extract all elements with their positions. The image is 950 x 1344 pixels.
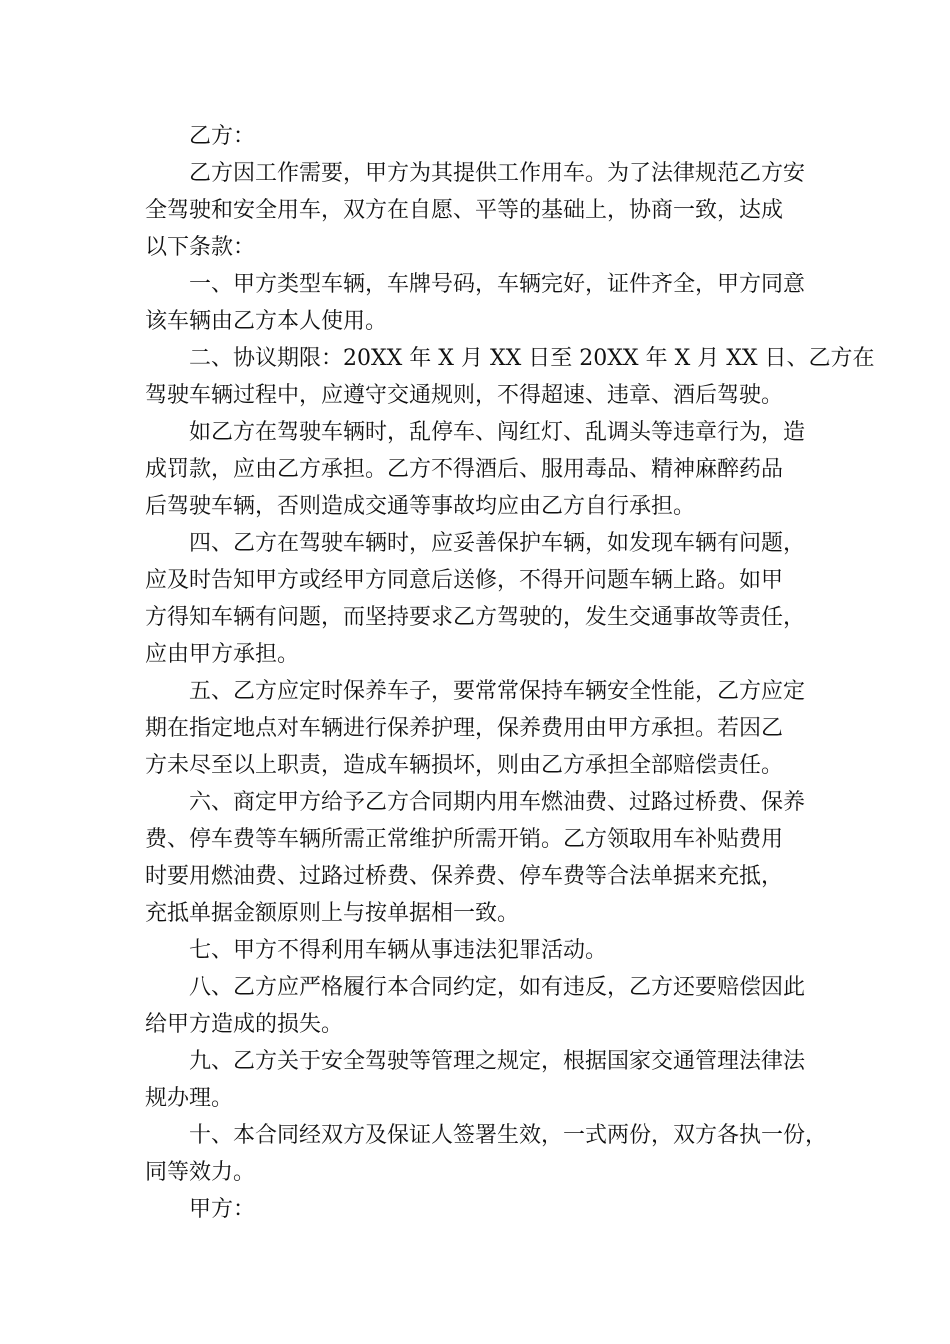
text-line: 充抵单据金额原则上与按单据相一致。	[145, 901, 520, 926]
party-b-label	[145, 118, 815, 155]
text-line: 甲方：	[189, 1197, 256, 1222]
text-line: 一、甲方类型车辆，车牌号码，车辆完好，证件齐全，甲方同意	[189, 272, 806, 297]
text-line: 乙方因工作需要，甲方为其提供工作用车。为了法律规范乙方安	[189, 161, 806, 186]
text-line: 五、乙方应定时保养车子，要常常保持车辆安全性能，乙方应定	[189, 679, 806, 704]
party-a-label	[145, 1191, 815, 1228]
text-line: 乙方：	[189, 124, 256, 149]
preamble-paragraph	[145, 155, 815, 266]
clause-9	[145, 1043, 815, 1117]
text-line: 四、乙方在驾驶车辆时，应妥善保护车辆，如发现车辆有问题，	[189, 531, 806, 556]
text-line: 规办理。	[145, 1086, 234, 1111]
text-line: 方得知车辆有问题，而坚持要求乙方驾驶的，发生交通事故等责任，	[145, 605, 806, 630]
text-line: 六、商定甲方给予乙方合同期内用车燃油费、过路过桥费、保养	[189, 790, 806, 815]
clause-2	[145, 340, 875, 414]
clause-10	[145, 1117, 828, 1191]
text-line: 费、停车费等车辆所需正常维护所需开销。乙方领取用车补贴费用	[145, 827, 784, 852]
text-line: 同等效力。	[145, 1160, 256, 1185]
text-line: 应由甲方承担。	[145, 642, 300, 667]
text-line: 八、乙方应严格履行本合同约定，如有违反，乙方还要赔偿因此	[189, 975, 806, 1000]
text-line: 成罚款，应由乙方承担。乙方不得酒后、服用毒品、精神麻醉药品	[145, 457, 784, 482]
text-line: 时要用燃油费、过路过桥费、保养费、停车费等合法单据来充抵，	[145, 864, 784, 889]
clause-4	[145, 525, 815, 673]
text-line: 该车辆由乙方本人使用。	[145, 309, 388, 334]
text-line: 方未尽至以上职责，造成车辆损坏，则由乙方承担全部赔偿责任。	[145, 753, 784, 778]
text-line: 驾驶车辆过程中，应遵守交通规则，不得超速、违章、酒后驾驶。	[145, 383, 784, 408]
clause-6	[145, 784, 815, 932]
document-body	[145, 118, 875, 1228]
text-line: 后驾驶车辆，否则造成交通等事故均应由乙方自行承担。	[145, 494, 696, 519]
text-line: 二、协议期限：20XX 年 X 月 XX 日至 20XX 年 X 月 XX 日、乙方在	[189, 346, 875, 371]
clause-8	[145, 969, 815, 1043]
text-line: 七、甲方不得利用车辆从事违法犯罪活动。	[189, 938, 608, 963]
clause-5	[145, 673, 815, 784]
text-line: 十、本合同经双方及保证人签署生效，一式两份，双方各执一份，	[189, 1123, 828, 1148]
clause-7	[145, 932, 815, 969]
text-line: 九、乙方关于安全驾驶等管理之规定，根据国家交通管理法律法	[189, 1049, 806, 1074]
text-line: 应及时告知甲方或经甲方同意后送修，不得开问题车辆上路。如甲	[145, 568, 784, 593]
text-line: 以下条款：	[145, 235, 256, 260]
clause-1	[145, 266, 815, 340]
text-line: 全驾驶和安全用车，双方在自愿、平等的基础上，协商一致，达成	[145, 198, 784, 223]
text-line: 给甲方造成的损失。	[145, 1012, 344, 1037]
text-line: 期在指定地点对车辆进行保养护理，保养费用由甲方承担。若因乙	[145, 716, 784, 741]
text-line: 如乙方在驾驶车辆时，乱停车、闯红灯、乱调头等违章行为，造	[189, 420, 806, 445]
clause-3	[145, 414, 815, 525]
